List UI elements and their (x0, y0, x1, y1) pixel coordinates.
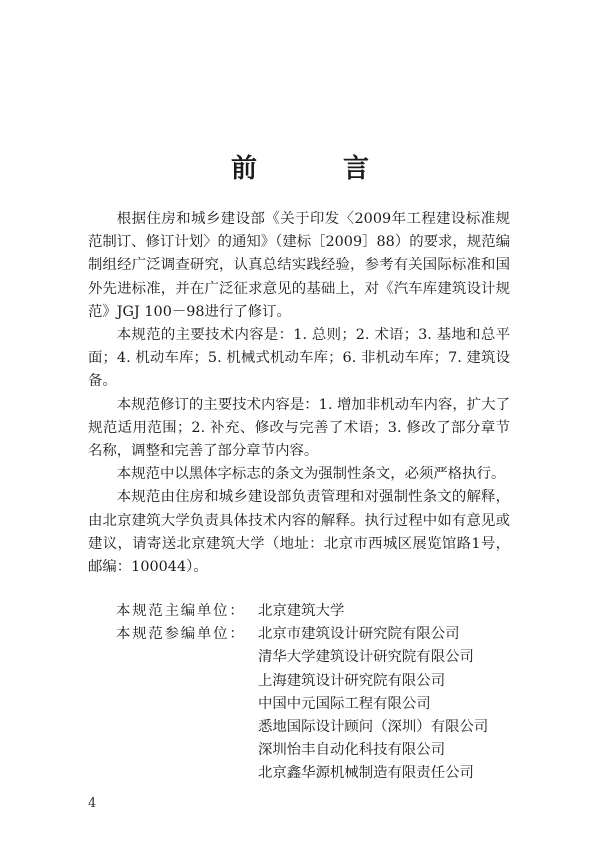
editorial-units (88, 600, 528, 786)
participating-unit-name: 悉地国际设计顾问（深圳）有限公司 (258, 719, 489, 736)
preface-paragraph: 根据住房和城乡建设部《关于印发〈2009年工程建设标准规范制订、修订计划〉的通知》（建标［2009］88）的要求，规范编制组经广泛调查研究，认真总结实践经验，参考有关国际标准和国外先进标准，并在广泛征求意见的基础上，对《汽车库建筑设计规范》JGJ 100－98进行了修订。 (88, 211, 510, 320)
participating-unit-list (258, 623, 488, 785)
preface-paragraph: 本规范由住房和城乡建设部负责管理和对强制性条文的解释，由北京建筑大学负责具体技术内容的解释。执行过程中如有意见或建议，请寄送北京建筑大学（地址：北京市西城区展览馆路1号，邮编：100044）。 (88, 489, 510, 576)
participating-unit-row (88, 623, 528, 785)
preface-paragraph: 本规范中以黑体字标志的条文为强制性条文，必须严格执行。 (116, 466, 506, 483)
participating-unit-name: 上海建筑设计研究院有限公司 (258, 672, 446, 689)
participating-unit-name: 深圳怡丰自动化科技有限公司 (258, 742, 446, 759)
preface-body (88, 208, 510, 579)
page-title: 前 言 (230, 154, 399, 184)
chief-unit-row (88, 600, 528, 623)
participating-unit-label: 本规范参编单位： (116, 626, 246, 643)
page-number: 4 (88, 796, 97, 811)
participating-unit-name: 北京鑫华源机械制造有限责任公司 (258, 765, 474, 782)
participating-unit-name: 清华大学建筑设计研究院有限公司 (258, 649, 474, 666)
chief-unit-list (258, 600, 344, 623)
participating-unit-name: 北京市建筑设计研究院有限公司 (258, 626, 460, 643)
participating-unit-name: 中国中元国际工程有限公司 (258, 695, 431, 712)
preface-paragraph: 本规范的主要技术内容是：1. 总则；2. 术语；3. 基地和总平面；4. 机动车库；5. 机械式机动车库；6. 非机动车库；7. 建筑设备。 (88, 327, 510, 390)
chief-unit-label: 本规范主编单位： (116, 603, 246, 619)
preface-paragraph: 本规范修订的主要技术内容是：1. 增加非机动车内容，扩大了规范适用范围；2. 补充、修改与完善了术语；3. 修改了部分章节名称，调整和完善了部分章节内容。 (88, 396, 510, 460)
chief-unit-name: 北京建筑大学 (258, 603, 345, 619)
